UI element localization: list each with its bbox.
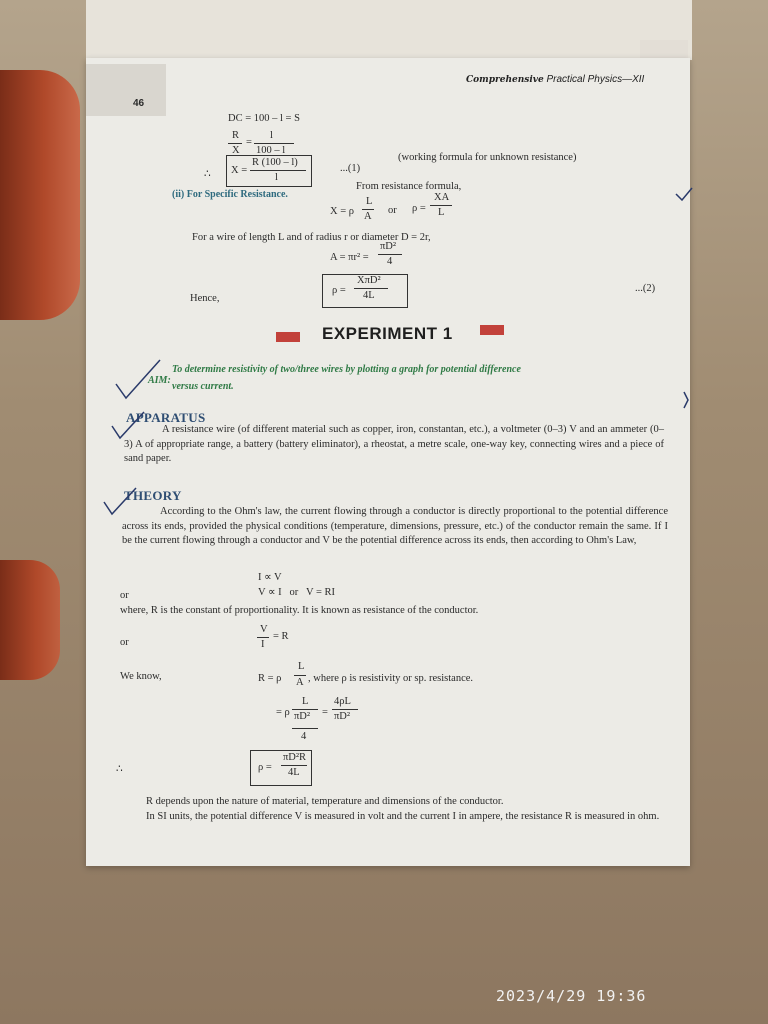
boxed-rho-frac-line: [354, 288, 388, 289]
ratio-l: l: [270, 130, 273, 141]
boxed-x-num: R (100 – l): [252, 157, 298, 168]
margin-mark: [682, 390, 692, 410]
theory-text: According to the Ohm's law, the current flowing through a conductor is directly proportional to the potential difference across its ends, provided the physical conditions (temperature, dimensions, pressure, etc.) of the conductor remain the same. If I be the current flowing through a conductor and V be the potential difference across its ends, then according to Ohm's Law,: [122, 506, 668, 546]
vi-num: V: [260, 624, 268, 635]
aim-line-1: To determine resistivity of two/three wires by plotting a graph for potential difference: [172, 364, 521, 375]
final-num: πD²R: [283, 752, 307, 763]
boxed-x-den: l: [275, 172, 278, 183]
boxed-rho-den: 4L: [363, 290, 375, 301]
eq-den2: πD²: [334, 711, 351, 722]
tick-mark-theory: [100, 484, 140, 518]
hence: Hence,: [190, 293, 220, 304]
thumb: [0, 70, 80, 320]
x-den: A: [364, 211, 372, 222]
eq-outer-line: [292, 709, 318, 710]
apparatus-heading: APPARATUS: [126, 410, 206, 425]
page-number: 46: [133, 98, 145, 109]
x-eq: X = ρ: [330, 206, 354, 217]
area-eq: A = πr² =: [330, 252, 369, 263]
x-num: L: [366, 196, 373, 207]
therefore-2: ∴: [116, 764, 123, 775]
title-bar-right: [480, 325, 504, 335]
closing-line-2: In SI units, the potential difference V is measured in volt and the current I in ampere, the resistance R is measured in ohm.: [146, 811, 660, 822]
eq-equals: =: [322, 707, 328, 718]
closing-line-1: R depends upon the nature of material, temperature and dimensions of the conductor.: [146, 796, 504, 807]
we-know: We know,: [120, 671, 162, 682]
eq2-tag: ...(2): [635, 283, 656, 294]
title-bar-left: [276, 332, 300, 342]
eq1-tag: ...(1): [340, 163, 361, 174]
experiment-title: EXPERIMENT 1: [322, 324, 453, 343]
page-number-tab: [86, 64, 166, 116]
header-cursive: Comprehensive: [466, 75, 544, 85]
rho-num: XA: [434, 192, 450, 203]
ratio-line-right: [254, 143, 294, 144]
eq-4: 4: [301, 731, 307, 742]
eq-num2: 4ρL: [334, 696, 351, 707]
wire-text: For a wire of length L and of radius r or diameter D = 2r,: [192, 232, 431, 243]
eq-rho: = ρ: [276, 707, 290, 718]
r-den: A: [296, 677, 304, 688]
ratio-r: R: [232, 130, 240, 141]
eq-l: L: [302, 696, 309, 707]
running-header: [466, 74, 644, 85]
r-frac-line: [294, 675, 306, 676]
header-title: Practical Physics—XII: [546, 74, 645, 85]
boxed-x-label: X =: [231, 165, 248, 176]
theory-heading: THEORY: [124, 488, 182, 503]
ratio-x: X: [232, 145, 240, 156]
ratio-den: 100 – l: [256, 145, 286, 156]
finger: [0, 560, 60, 680]
aim-label: AIM:: [148, 375, 171, 386]
photo-timestamp: 2023/4/29 19:36: [496, 987, 647, 1005]
rho-frac-line: [430, 205, 452, 206]
vi-den: I: [261, 639, 265, 650]
tick-mark-margin: [674, 186, 694, 204]
specific-resistance-label: (ii) For Specific Resistance.: [172, 189, 288, 200]
boxed-x-line: [250, 170, 306, 171]
rho-den: L: [438, 207, 445, 218]
apparatus-text: A resistance wire (of different material such as copper, iron, constantan, etc.), a voltmeter (0–3) V and an ammeter (0–3) A of appropriate range, a battery (battery eliminator), a rheostat, a metre scale, one-way key, connecting wires and a piece of sand paper.: [124, 424, 664, 464]
rho-eq: ρ =: [412, 203, 426, 214]
boxed-rho-label: ρ =: [332, 285, 346, 296]
area-den: 4: [387, 256, 393, 267]
tick-mark-apparatus: [108, 408, 148, 442]
final-rho: ρ =: [258, 762, 272, 773]
eq-frac2-line: [332, 709, 358, 710]
therefore-1: ∴: [204, 169, 211, 180]
r-eq: R = ρ: [258, 673, 282, 684]
where-r: where, R is the constant of proportionality. It is known as resistance of the conductor.: [120, 605, 479, 616]
final-den: 4L: [288, 767, 300, 778]
or-3: or: [120, 637, 129, 648]
r-num: L: [298, 661, 305, 672]
eq1-note: (working formula for unknown resistance): [398, 152, 577, 163]
area-num: πD²: [380, 241, 397, 252]
eq-pid2: πD²: [294, 711, 311, 722]
back-page-top: [86, 0, 692, 60]
prop-2: V ∝ I or V = RI: [258, 587, 336, 598]
boxed-rho-num: XπD²: [357, 275, 381, 286]
specific-resistance-intro: From resistance formula,: [356, 181, 462, 192]
final-frac-line: [281, 765, 307, 766]
vi-eq: = R: [273, 631, 289, 642]
or-2: or: [120, 590, 129, 601]
or-1: or: [388, 205, 397, 216]
tick-mark-aim: [112, 356, 164, 406]
x-frac-line: [362, 209, 374, 210]
vi-frac-line: [257, 637, 269, 638]
prop-1: I ∝ V: [258, 572, 282, 583]
aim-line-2: versus current.: [172, 381, 234, 392]
dc-equation: DC = 100 – l = S: [228, 113, 300, 124]
eq-inner-line: [292, 728, 318, 729]
area-frac-line: [378, 254, 402, 255]
r-note: , where ρ is resistivity or sp. resistance.: [308, 673, 474, 684]
ratio-line-left: [228, 143, 242, 144]
